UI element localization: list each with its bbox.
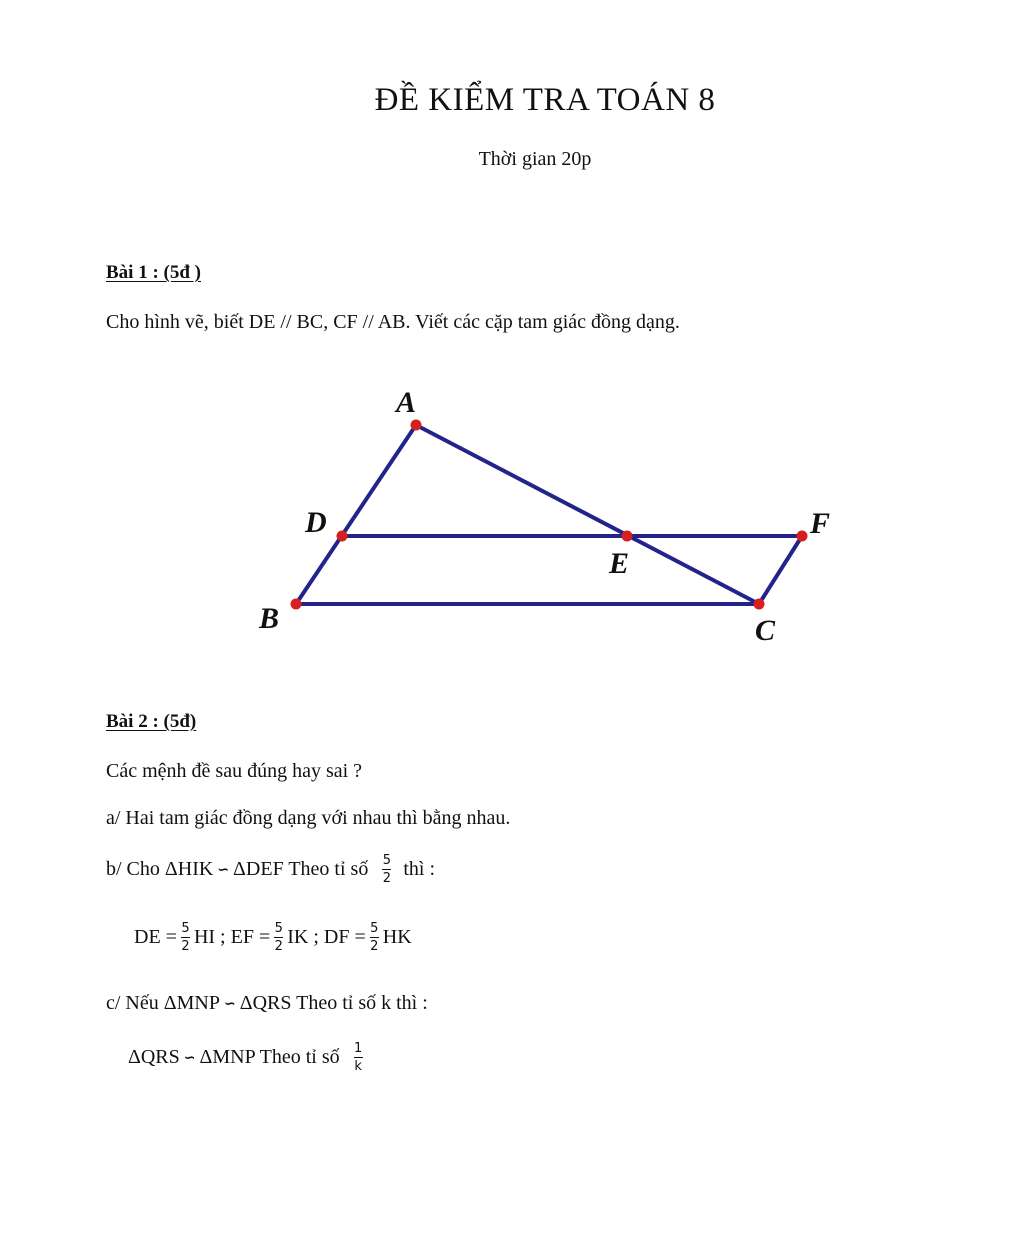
c-prefix: c/ Nếu ΔMNP — [106, 992, 220, 1014]
fraction-numerator: 1 — [353, 1041, 363, 1056]
c-ratio-fraction — [354, 1040, 363, 1075]
point-b — [291, 599, 302, 610]
segment-cf — [759, 536, 802, 604]
segment-ac — [416, 425, 759, 604]
figure-points — [291, 420, 808, 610]
c-mid: ΔQRS Theo tỉ số k thì : — [239, 992, 428, 1014]
bai1-heading: Bài 1 : (5đ ) — [106, 262, 201, 283]
page-subtitle: Thời gian 20p — [478, 148, 592, 170]
fraction-denominator: 2 — [181, 939, 190, 954]
b-prefix: b/ Cho ΔHIK — [106, 858, 214, 880]
bai2-item-b-equations — [134, 920, 412, 955]
similar-icon: ∽ — [183, 1049, 196, 1066]
bai2-question: Các mệnh đề sau đúng hay sai ? — [106, 760, 363, 782]
eq-hi: HI ; EF = — [193, 926, 271, 948]
fraction-numerator: 5 — [274, 921, 283, 936]
fraction-numerator: 5 — [181, 921, 190, 936]
fraction-denominator: 2 — [370, 939, 379, 954]
point-e — [622, 531, 633, 542]
fraction-numerator: 5 — [370, 921, 379, 936]
similar-icon: ∽ — [223, 995, 236, 1012]
figure-lines — [296, 425, 802, 604]
point-f — [797, 531, 808, 542]
bai2-item-c-line2 — [128, 1040, 367, 1075]
label-d: D — [305, 506, 327, 539]
fraction-denominator: k — [354, 1059, 362, 1074]
eq-hk: HK — [382, 926, 412, 948]
eq-ik: IK ; DF = — [287, 926, 366, 948]
label-c: C — [755, 614, 776, 647]
label-a: A — [396, 386, 417, 419]
fraction-denominator: 2 — [382, 871, 391, 886]
fraction-denominator: 2 — [274, 939, 283, 954]
eq-fraction-3 — [370, 920, 379, 955]
label-e: E — [609, 547, 630, 580]
bai2-item-b — [106, 852, 435, 887]
bai2-item-c — [106, 992, 428, 1015]
b-mid: ΔDEF Theo tỉ số — [233, 858, 369, 880]
bai2-item-a: a/ Hai tam giác đồng dạng với nhau thì bằng nhau. — [106, 807, 511, 829]
fraction-numerator: 5 — [382, 853, 391, 868]
eq-fraction-1 — [181, 920, 190, 955]
bai1-prompt: Cho hình vẽ, biết DE // BC, CF // AB. Viết các cặp tam giác đồng dạng. — [106, 311, 680, 333]
eq-fraction-2 — [274, 920, 283, 955]
bai2-heading: Bài 2 : (5đ) — [106, 711, 197, 732]
point-d — [337, 531, 348, 542]
point-c — [754, 599, 765, 610]
label-b: B — [259, 602, 280, 635]
label-f: F — [810, 507, 831, 540]
c-line2-a: ΔQRS — [128, 1046, 180, 1068]
eq-de: DE = — [134, 926, 177, 948]
page-title: ĐỀ KIỂM TRA TOÁN 8 — [374, 82, 716, 118]
b-ratio-fraction — [382, 852, 391, 887]
point-a — [411, 420, 422, 431]
c-line2-b: ΔMNP Theo tỉ số — [199, 1046, 340, 1068]
similar-icon: ∽ — [217, 861, 230, 878]
b-suffix: thì : — [403, 858, 435, 880]
